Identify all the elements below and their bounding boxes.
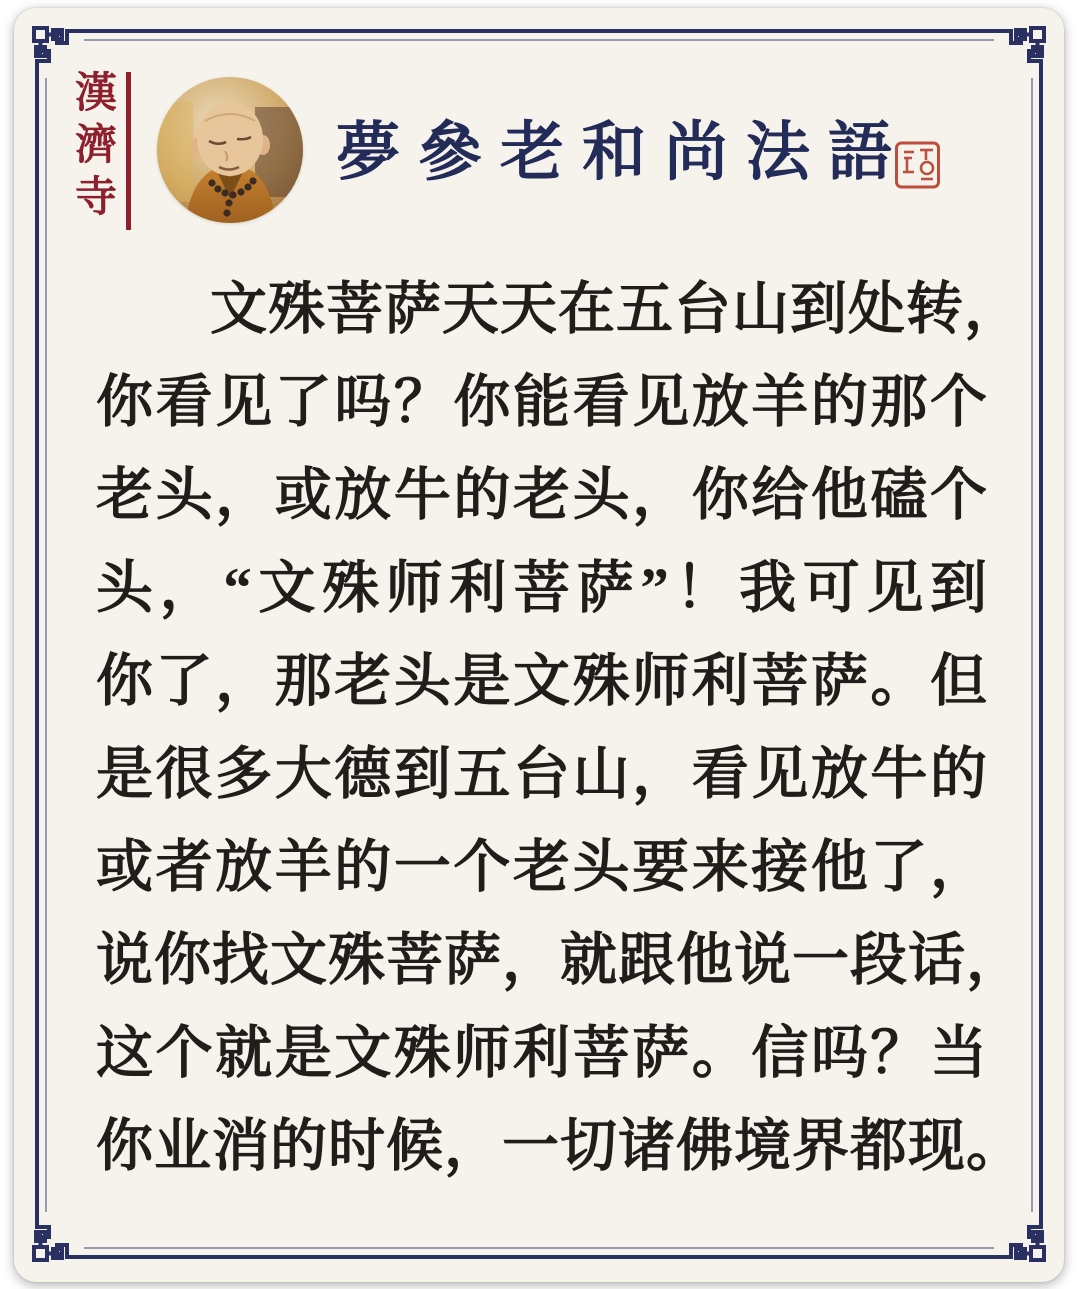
border-right bbox=[1039, 70, 1043, 1220]
border-bottom bbox=[76, 1255, 1002, 1259]
quote-line: 你看见了吗？你能看见放羊的那个 bbox=[96, 371, 988, 434]
border-top bbox=[76, 29, 1002, 33]
corner-fret-icon bbox=[30, 24, 80, 74]
quote-card bbox=[14, 8, 1064, 1282]
quote-line: 头，“文殊师利菩萨”！我可见到 bbox=[96, 557, 988, 620]
corner-fret-icon bbox=[998, 1214, 1048, 1264]
border-left bbox=[35, 70, 39, 1220]
quote-line: 是很多大德到五台山，看见放牛的 bbox=[96, 743, 988, 806]
quote-line: 你了，那老头是文殊师利菩萨。但 bbox=[96, 650, 988, 713]
page-title: 夢參老和尚法語 bbox=[336, 117, 910, 188]
inner-line-right bbox=[1031, 78, 1033, 1212]
quote-body bbox=[96, 263, 1024, 1193]
vertical-divider bbox=[126, 72, 131, 230]
monk-portrait-photo bbox=[157, 77, 303, 223]
quote-line: 文殊菩萨天天在五台山到处转， bbox=[210, 278, 1022, 341]
inner-line-bottom bbox=[84, 1247, 994, 1249]
quote-line: 或者放羊的一个老头要来接他了， bbox=[96, 836, 988, 899]
corner-fret-icon bbox=[30, 1214, 80, 1264]
quote-line: 老头，或放牛的老头，你给他磕个 bbox=[96, 464, 988, 527]
corner-fret-icon bbox=[998, 24, 1048, 74]
quote-line: 说你找文殊菩萨，就跟他说一段话， bbox=[96, 929, 1024, 992]
temple-name: 漢濟寺 bbox=[69, 70, 115, 226]
inner-line-top bbox=[84, 39, 994, 41]
red-seal-stamp-icon bbox=[894, 140, 942, 190]
inner-line-left bbox=[45, 78, 47, 1212]
quote-line: 这个就是文殊师利菩萨。信吗？当 bbox=[96, 1022, 988, 1085]
quote-line: 你业消的时候，一切诸佛境界都现。 bbox=[96, 1115, 1024, 1178]
